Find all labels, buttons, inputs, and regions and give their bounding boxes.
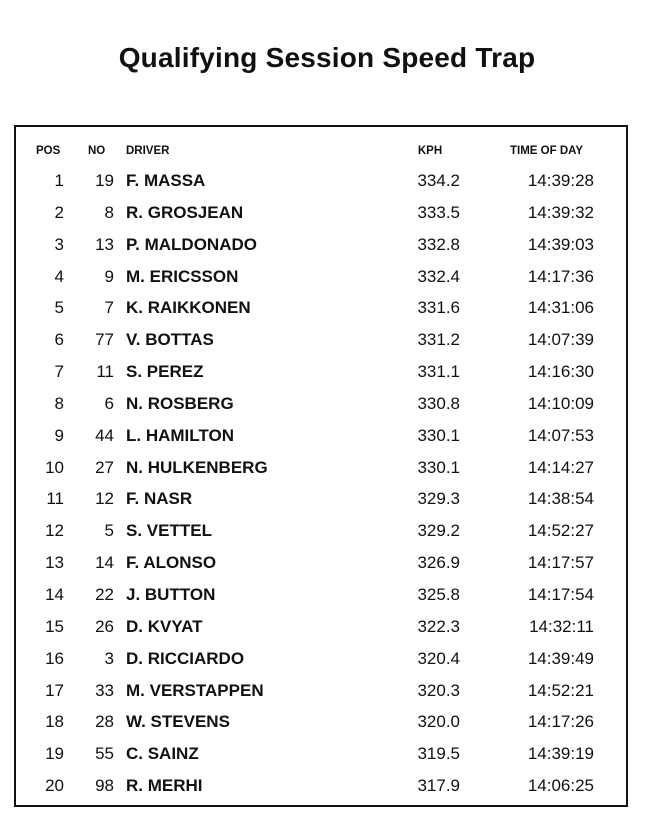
row-pos: 17 <box>45 680 64 700</box>
row-pos: 1 <box>54 171 64 190</box>
row-kph: 320.0 <box>417 712 460 732</box>
row-driver: M. ERICSSON <box>126 266 239 286</box>
row-car-number: 55 <box>95 744 114 764</box>
table-header <box>16 145 626 161</box>
row-car-number: 6 <box>104 393 114 413</box>
row-driver: S. PEREZ <box>126 362 204 382</box>
row-pos: 2 <box>54 202 64 222</box>
row-kph: 319.5 <box>417 744 460 764</box>
header-driver: DRIVER <box>126 145 170 157</box>
row-pos: 4 <box>54 266 64 286</box>
row-driver: F. NASR <box>126 489 193 509</box>
row-car-number: 3 <box>104 648 114 668</box>
row-time-of-day: 14:17:36 <box>527 266 594 286</box>
row-pos: 14 <box>45 584 64 604</box>
table-row <box>16 553 626 585</box>
row-kph: 317.9 <box>417 776 460 796</box>
table-row <box>16 458 626 490</box>
row-driver: K. RAIKKONEN <box>126 298 251 318</box>
row-kph: 325.8 <box>417 584 460 604</box>
row-driver: N. HULKENBERG <box>126 457 268 477</box>
table-row <box>16 394 626 426</box>
row-car-number: 19 <box>95 171 114 190</box>
row-time-of-day: 14:32:11 <box>529 616 594 636</box>
row-time-of-day: 14:31:06 <box>527 298 594 318</box>
row-time-of-day: 14:16:30 <box>527 362 594 382</box>
row-pos: 13 <box>45 553 64 573</box>
row-time-of-day: 14:39:32 <box>527 202 594 222</box>
row-pos: 20 <box>45 776 64 796</box>
table-row <box>16 362 626 394</box>
row-time-of-day: 14:39:03 <box>527 234 594 254</box>
row-kph: 320.3 <box>417 680 460 700</box>
row-car-number: 13 <box>95 234 114 254</box>
row-car-number: 5 <box>104 521 114 541</box>
row-time-of-day: 14:38:54 <box>527 489 594 509</box>
row-driver: F. MASSA <box>126 171 206 190</box>
row-driver: D. RICCIARDO <box>126 648 245 668</box>
row-kph: 329.3 <box>417 489 460 509</box>
row-pos: 11 <box>46 489 64 509</box>
row-driver: P. MALDONADO <box>126 234 257 254</box>
row-pos: 8 <box>54 393 64 413</box>
row-car-number: 11 <box>96 362 114 382</box>
row-car-number: 44 <box>95 425 114 445</box>
row-time-of-day: 14:39:19 <box>527 744 594 764</box>
row-kph: 333.5 <box>417 202 460 222</box>
row-kph: 331.2 <box>417 330 460 350</box>
row-pos: 3 <box>54 234 64 254</box>
header-pos: POS <box>36 145 61 157</box>
row-kph: 332.4 <box>417 266 460 286</box>
table-row <box>16 489 626 521</box>
row-time-of-day: 14:17:54 <box>527 584 594 604</box>
row-driver: J. BUTTON <box>126 584 216 604</box>
row-car-number: 77 <box>95 330 114 350</box>
row-time-of-day: 14:39:49 <box>527 648 594 668</box>
table-row <box>16 330 626 362</box>
row-kph: 330.8 <box>417 393 460 413</box>
row-car-number: 8 <box>104 202 114 222</box>
header-kph: KPH <box>417 145 443 157</box>
row-time-of-day: 14:17:57 <box>527 553 594 573</box>
table-body <box>16 171 626 808</box>
table-row <box>16 617 626 649</box>
row-time-of-day: 14:07:53 <box>527 425 594 445</box>
row-driver: C. SAINZ <box>126 744 199 764</box>
row-time-of-day: 14:07:39 <box>527 330 594 350</box>
row-car-number: 9 <box>104 266 114 286</box>
row-pos: 18 <box>45 712 64 732</box>
table-row <box>16 171 626 203</box>
table-row <box>16 203 626 235</box>
row-kph: 329.2 <box>417 521 460 541</box>
row-time-of-day: 14:39:28 <box>527 171 594 190</box>
row-driver: N. ROSBERG <box>126 393 234 413</box>
row-time-of-day: 14:52:27 <box>527 521 594 541</box>
row-kph: 332.8 <box>417 234 460 254</box>
row-car-number: 14 <box>95 553 114 573</box>
row-driver: W. STEVENS <box>126 712 230 732</box>
row-driver: L. HAMILTON <box>126 425 234 445</box>
row-time-of-day: 14:52:21 <box>527 680 594 700</box>
row-car-number: 28 <box>95 712 114 732</box>
header-time-of-day: TIME OF DAY <box>510 145 584 157</box>
row-kph: 331.1 <box>417 362 460 382</box>
row-car-number: 12 <box>95 489 114 509</box>
row-driver: R. MERHI <box>126 776 203 796</box>
table-row <box>16 521 626 553</box>
row-driver: S. VETTEL <box>126 521 212 541</box>
row-driver: F. ALONSO <box>126 553 217 573</box>
row-car-number: 7 <box>104 298 114 318</box>
table-row <box>16 426 626 458</box>
row-pos: 19 <box>45 744 64 764</box>
row-pos: 5 <box>54 298 64 318</box>
table-row <box>16 235 626 267</box>
row-driver: M. VERSTAPPEN <box>126 680 264 700</box>
table-row <box>16 298 626 330</box>
row-pos: 15 <box>45 616 64 636</box>
row-kph: 330.1 <box>417 457 460 477</box>
row-pos: 7 <box>54 362 64 382</box>
row-car-number: 33 <box>95 680 114 700</box>
row-kph: 331.6 <box>417 298 460 318</box>
row-car-number: 98 <box>95 776 114 796</box>
row-pos: 9 <box>54 425 64 445</box>
row-time-of-day: 14:10:09 <box>527 393 594 413</box>
row-time-of-day: 14:17:26 <box>527 712 594 732</box>
row-kph: 322.3 <box>417 616 460 636</box>
row-time-of-day: 14:14:27 <box>527 457 594 477</box>
row-car-number: 26 <box>95 616 114 636</box>
row-kph: 334.2 <box>417 171 460 190</box>
row-driver: R. GROSJEAN <box>126 202 244 222</box>
table-row <box>16 681 626 713</box>
speed-trap-table <box>14 125 628 807</box>
header-no: NO <box>88 145 106 157</box>
row-pos: 6 <box>54 330 64 350</box>
table-row <box>16 649 626 681</box>
row-kph: 326.9 <box>417 553 460 573</box>
page-title: Qualifying Session Speed Trap <box>118 42 536 73</box>
table-row <box>16 712 626 744</box>
row-pos: 16 <box>45 648 64 668</box>
row-pos: 12 <box>45 521 64 541</box>
table-row <box>16 585 626 617</box>
table-row <box>16 267 626 299</box>
row-car-number: 22 <box>95 584 114 604</box>
row-pos: 10 <box>45 457 64 477</box>
row-car-number: 27 <box>95 457 114 477</box>
row-time-of-day: 14:06:25 <box>527 776 594 796</box>
table-row <box>16 744 626 776</box>
table-row <box>16 776 626 808</box>
row-kph: 320.4 <box>417 648 460 668</box>
row-driver: V. BOTTAS <box>126 330 214 350</box>
row-driver: D. KVYAT <box>126 616 203 636</box>
row-kph: 330.1 <box>417 425 460 445</box>
